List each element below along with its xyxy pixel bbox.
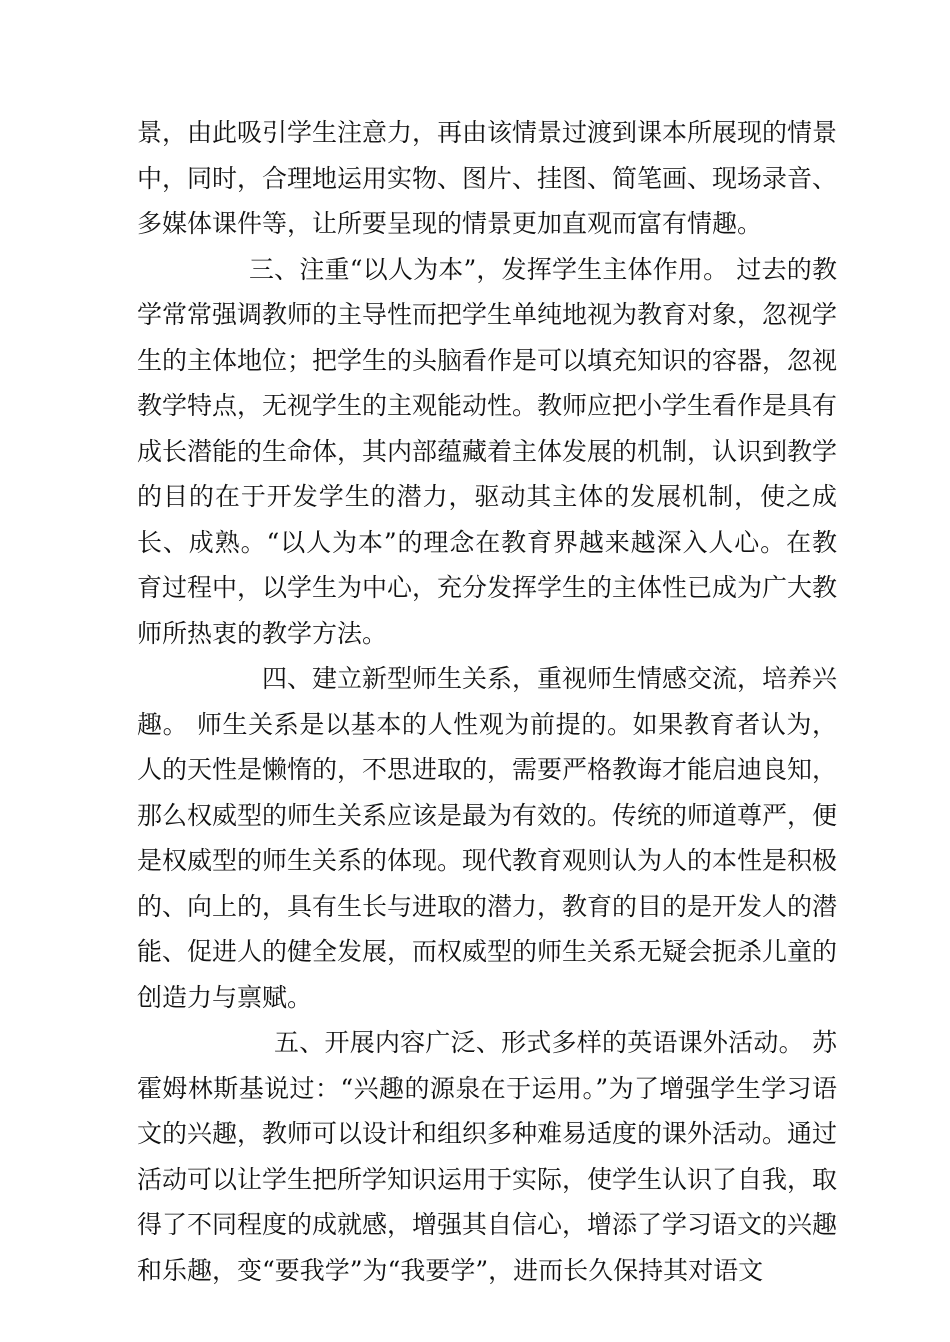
paragraph-continuation: 景，由此吸引学生注意力，再由该情景过渡到课本所展现的情景中，同时，合理地运用实物、图片、挂图、简笔画、现场录音、多媒体课件等，让所要呈现的情景更加直观而富有情趣。 [137,118,838,238]
paragraph-section-three: 三、注重“以人为本”，发挥学生主体作用。 过去的教学常常强调教师的主导性而把学生单纯地视为教育对象，忽视学生的主体地位；把学生的头脑看作是可以填充知识的容器，忽视教学特点，无视学生的主观能动性。教师应把小学生看作是具有成长潜能的生命体，其内部蕴藏着主体发展的机制，认识到教学的目的在于开发学生的潜力，驱动其主体的发展机制，使之成长、成熟。“以人为本”的理念在教育界越来越深入人心。在教育过程中，以学生为中心，充分发挥学生的主体性已成为广大教师所热衷的教学方法。 [137,254,838,648]
document-body [137,110,837,1293]
paragraph-section-five: 五、开展内容广泛、形式多样的英语课外活动。 苏霍姆林斯基说过：“兴趣的源泉在于运用。”为了增强学生学习语文的兴趣，教师可以设计和组织多种难易适度的课外活动。通过活动可以让学生把所学知识运用于实际，使学生认识了自我，取得了不同程度的成就感，增强其自信心，增添了学习语文的兴趣和乐趣，变“要我学”为“我要学”，进而长久保持其对语文 [137,1028,838,1285]
paragraph-section-four: 四、建立新型师生关系，重视师生情感交流，培养兴趣。 师生关系是以基本的人性观为前提的。如果教育者认为，人的天性是懒惰的，不思进取的，需要严格教诲才能启迪良知，那么权威型的师生关系应该是最为有效的。传统的师道尊严，便是权威型的师生关系的体现。现代教育观则认为人的本性是积极的、向上的，具有生长与进取的潜力，教育的目的是开发人的潜能、促进人的健全发展，而权威型的师生关系无疑会扼杀儿童的创造力与禀赋。 [137,664,838,1012]
